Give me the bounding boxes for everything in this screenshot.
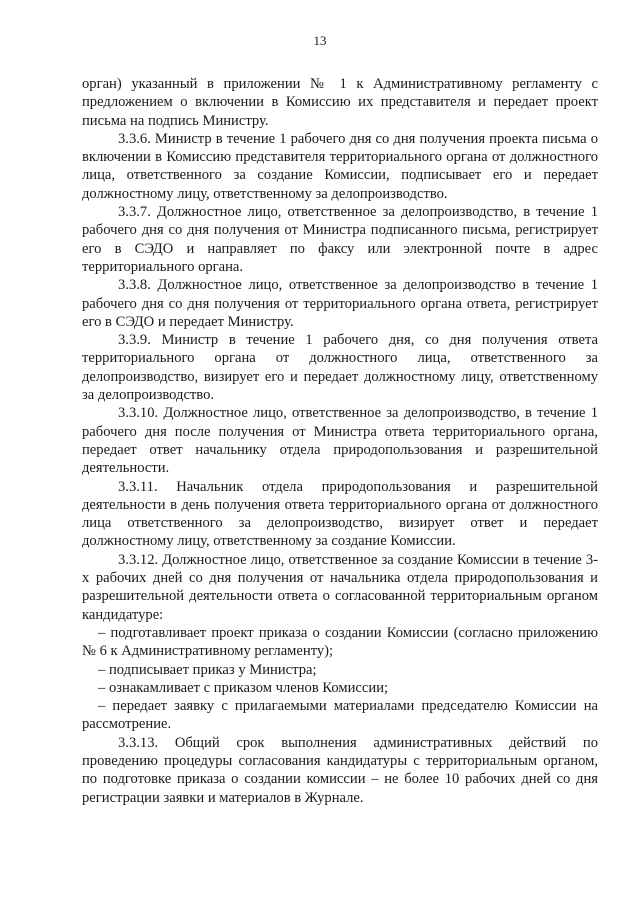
paragraph-3-3-12: 3.3.12. Должностное лицо, ответственное за создание Комиссии в течение 3-х рабочих дней со дня получения от начальника отдела природопользования и разрешительной деятельности ответа о согласованной территориальным органом кандидатуре: [82, 551, 598, 623]
list-item: – подписывает приказ у Министра; [98, 661, 317, 678]
paragraph-3-3-13: 3.3.13. Общий срок выполнения административных действий по проведению процедуры согласования кандидатуры с территориальным органом, по подготовке приказа о создании комиссии – не более 10 рабочих дней со дня регистрации заявки и материалов в Журнале. [82, 734, 598, 806]
list-item: – ознакамливает с приказом членов Комиссии; [98, 679, 389, 696]
paragraph-3-3-10: 3.3.10. Должностное лицо, ответственное за делопроизводство, в течение 1 рабочего дня после получения от Министра ответа территориального органа, передает ответ начальнику отдела природопользования и разрешительной деятельности. [82, 405, 598, 477]
paragraph-3-3-9: 3.3.9. Министр в течение 1 рабочего дня, со дня получения ответа территориального органа от должностного лица, ответственного за делопроизводство, визирует его и передает должностному лицу, ответственному за делопроизводство. [82, 332, 598, 404]
list-item: – передает заявку с прилагаемыми материалами председателю Комиссии на рассмотрение. [82, 698, 598, 733]
paragraph-3-3-7: 3.3.7. Должностное лицо, ответственное за делопроизводство, в течение 1 рабочего дня со дня получения от Министра подписанного письма, регистрирует его в СЭДО и направляет по факсу или электронной почте в адрес территориального органа. [82, 204, 598, 275]
page-number: 13 [313, 33, 327, 48]
list-item: – подготавливает проект приказа о создании Комиссии (согласно приложению № 6 к Административному регламенту); [82, 624, 598, 660]
document-body [82, 75, 598, 807]
paragraph-3-3-6: 3.3.6. Министр в течение 1 рабочего дня со дня получения проекта письма о включении в Комиссию представителя территориального органа от должностного лица, ответственного за создание Комиссии, подписывает его и передает должностному лицу, ответственному за делопроизводство. [82, 130, 598, 202]
paragraph-3-3-8: 3.3.8. Должностное лицо, ответственное за делопроизводство в течение 1 рабочего дня со дня получения от территориального органа ответа, регистрирует его в СЭДО и передает Министру. [82, 277, 598, 330]
paragraph-3-3-11: 3.3.11. Начальник отдела природопользования и разрешительной деятельности в день получения ответа территориального органа от должностного лица ответственного за делопроизводство, визирует ответ и передает должностному лицу, ответственному за создание Комиссии. [82, 478, 598, 550]
paragraph-continuation: орган) указанный в приложении № 1 к Административному регламенту с предложением о включении в Комиссию их представителя и передает проект письма на подпись Министру. [82, 76, 598, 129]
